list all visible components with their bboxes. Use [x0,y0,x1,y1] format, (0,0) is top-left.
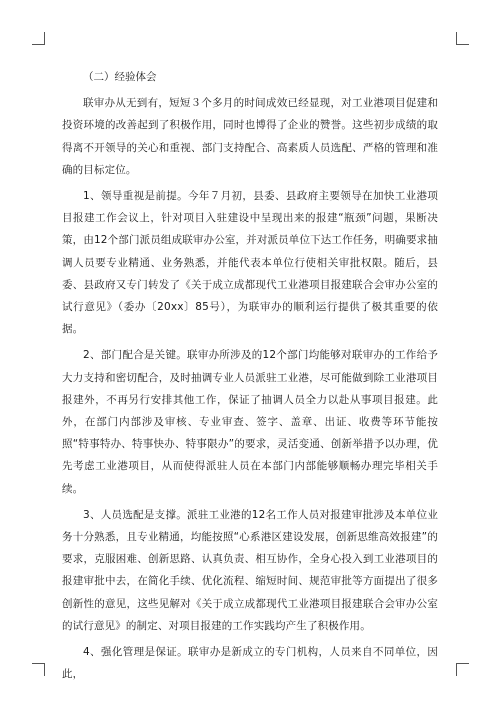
paragraph-staffing: 3、人员选配是支撑。派驻工业港的12名工作人员对报建审批涉及本单位业务十分熟悉，且专业精通，均能按照“心系港区建设发展，创新思维高效报建”的要求，克服困难、创新思路、认真负责、相互协作，全身心投入到工业港项目的报建审批中去，在简化手续、优化流程、缩短时间、规范审批等方面提出了很多创新性的意见，这些见解对《关于成立成都现代工业港项目报建联合会审办公室的试行意见》的制定、对项目报建的工作实践均产生了积极作用。 [62,508,438,632]
paragraph-management: 4、强化管理是保证。联审办是新成立的专门机构，人员来自不同单位，因此， [62,646,438,681]
crop-mark-top-right [456,32,469,45]
section-heading: （二）经验体会 [83,71,157,83]
paragraph-leadership: 1、领导重视是前提。今年７月初，县委、县政府主要领导在加快工业港项目报建工作会议上，针对项目入驻建设中呈现出来的报建“瓶颈”问题，果断决策，由12个部门派员组成联审办公室，并对派员单位下达工作任务，明确要求抽调人员要专业精通、业务熟悉，并能代表本单位行使相关审批权限。随后，县委、县政府又专门转发了《关于成立成都现代工业港项目报建联合会审办公室的试行意见》（委办〔20xx〕85号），为联审办的顺利运行提供了极其重要的依据。 [62,190,438,336]
crop-mark-bottom-right [456,663,469,676]
paragraph-intro: 联审办从无到有，短短３个多月的时间成效已经显现，对工业港项目促建和投资环境的改善起到了积极作用，同时也博得了企业的赞誉。这些初步成绩的取得离不开领导的关心和重视、部门支持配合、高素质人员选配、严格的管理和准确的目标定位。 [62,97,438,176]
document-body [62,66,438,689]
paragraph-cooperation: 2、部门配合是关键。联审办所涉及的12个部门均能够对联审办的工作给予大力支持和密切配合，及时抽调专业人员派驻工业港，尽可能做到除工业港项目报建外，不再另行安排其他工作，保证了抽调人员全力以赴从事项目报建。此外，在部门内部涉及审核、专业审查、签字、盖章、出证、收费等环节能按照“特事特办、特事快办、特事限办”的要求，灵活变通、创新举措予以办理，优先考虑工业港项目，从而使得派驻人员在本部门内部能够顺畅办理完毕相关手续。 [62,349,438,495]
crop-mark-top-left [32,32,45,45]
crop-mark-bottom-left [32,663,45,676]
